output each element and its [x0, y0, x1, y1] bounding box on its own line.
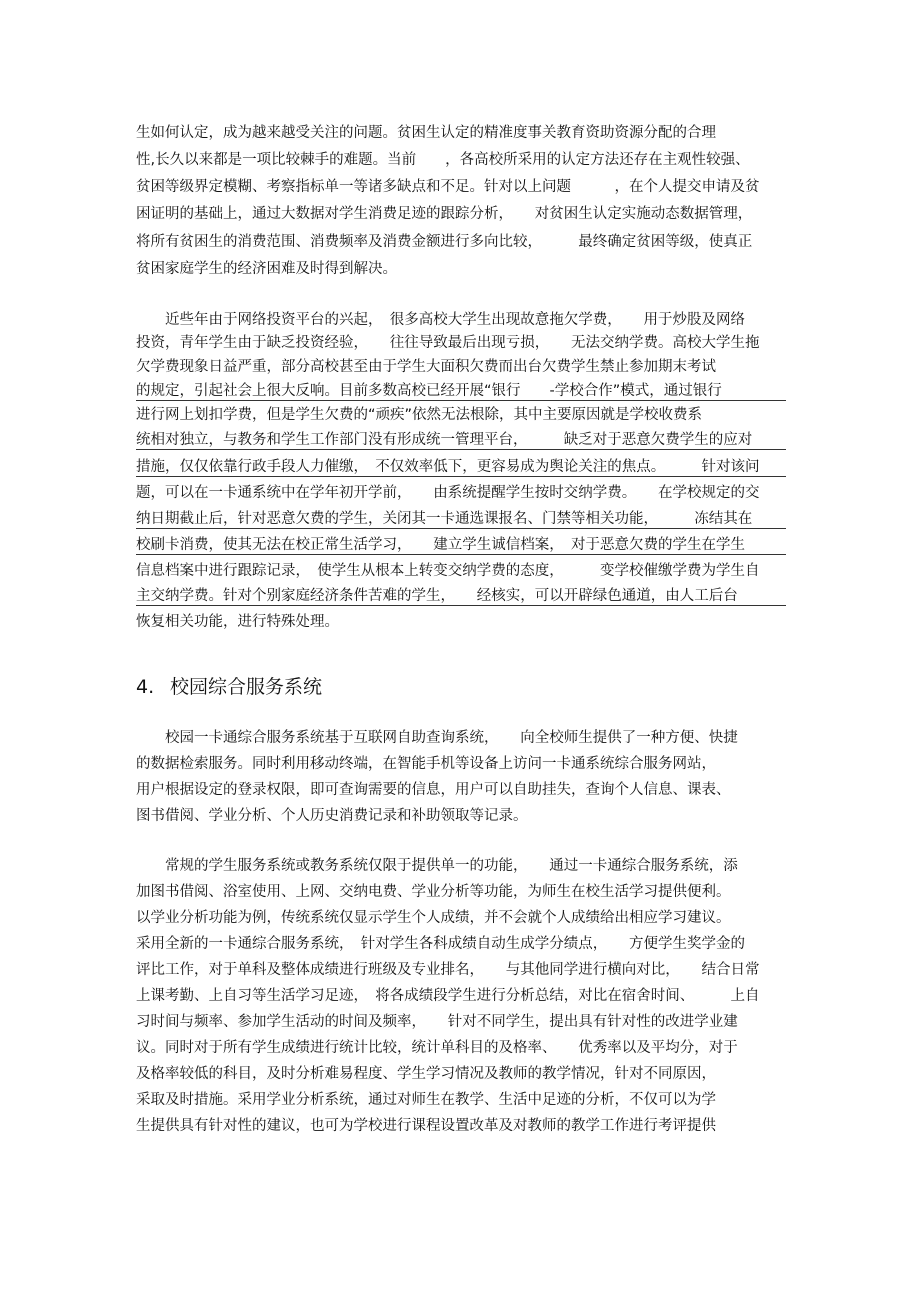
text-line: 贫困等级界定模糊、考察指标单一等诸多缺点和不足。针对以上问题 ，在个人提交申请及贫: [136, 179, 760, 195]
text-line: 以学业分析功能为例，传统系统仅显示学生个人成绩，并不会就个人成绩给出相应学习建议。: [136, 910, 731, 926]
text-line: 近些年由于网络投资平台的兴起， 很多高校大学生出现故意拖欠学费， 用于炒股及网络: [136, 312, 745, 328]
text-line: 将所有贫困生的消费范围、消费频率及消费金额进行多向比较， 最终确定贫困等级，使真正: [136, 234, 753, 250]
text-line: 评比工作，对于单科及整体成绩进行班级及专业排名， 与其他同学进行横向对比， 结合日常: [136, 962, 760, 978]
text-line: 习时间与频率、参加学生活动的时间及频率， 针对不同学生，提出具有针对性的改进学业建: [136, 1014, 738, 1030]
text-line: 性,长久以来都是一项比较棘手的难题。当前 ，各高校所采用的认定方法还存在主观性较强、: [136, 152, 750, 168]
text-line: 贫困家庭学生的经济困难及时得到解决。: [136, 261, 397, 277]
text-line: 进行网上划扣学费，但是学生欠费的“顽疾”依然无法根除，其中主要原因就是学校收费系: [136, 407, 703, 423]
text-line: 议。同时对于所有学生成绩进行统计比较，统计单科目的及格率、 优秀率以及平均分，对于: [136, 1040, 738, 1056]
text-line: 欠学费现象日益严重，部分高校甚至由于学生大面积欠费而出台欠费学生禁止参加期末考试: [136, 359, 716, 375]
text-line: 主交纳学费。针对个别家庭经济条件苦难的学生， 经核实，可以开辟绿色通道，由人工后台: [136, 587, 786, 606]
section-title: 校园综合服务系统: [170, 676, 323, 698]
text-line: 投资，青年学生由于缺乏投资经验， 往往导致最后出现亏损， 无法交纳学费。高校大学生拖: [136, 335, 760, 351]
text-line: 采用全新的一卡通综合服务系统， 针对学生各科成绩自动生成学分绩点， 方便学生奖学金的: [136, 936, 745, 952]
text-line: 纳日期截止后，针对恶意欠费的学生，关闭其一卡通选课报名、门禁等相关功能， 冻结其在: [136, 510, 786, 529]
text-line: 统相对独立，与教务和学生工作部门没有形成统一管理平台， 缺乏对于恶意欠费学生的应对: [136, 431, 786, 450]
text-line: 困证明的基础上，通过大数据对学生消费足迹的跟踪分析， 对贫困生认定实施动态数据管理，: [136, 206, 753, 222]
text-line: 恢复相关功能，进行特殊处理。: [136, 614, 339, 630]
text-line: 及格率较低的科目，及时分析难易程度、学生学习情况及教师的教学情况，针对不同原因，: [136, 1066, 716, 1082]
text-line: 加图书借阅、浴室使用、上网、交纳电费、学业分析等功能，为师生在校生活学习提供便利。: [136, 884, 731, 900]
text-line: 采取及时措施。采用学业分析系统，通过对师生在教学、生活中足迹的分析，不仅可以为学: [136, 1092, 716, 1108]
section-heading: [136, 675, 322, 699]
text-line: 信息档案中进行跟踪记录， 使学生从根本上转变交纳学费的态度， 变学校催缴学费为学生自: [136, 563, 760, 579]
text-line: 图书借阅、学业分析、个人历史消费记录和补助领取等记录。: [136, 808, 528, 824]
text-line: 措施，仅仅依靠行政手段人力催缴， 不仅效率低下，更容易成为舆论关注的焦点。 针对该问: [136, 458, 786, 477]
text-line: 校刷卡消费，使其无法在校正常生活学习， 建立学生诚信档案， 对于恶意欠费的学生在学生: [136, 536, 786, 555]
text-line: 常规的学生服务系统或教务系统仅限于提供单一的功能， 通过一卡通综合服务系统，添: [136, 858, 738, 874]
text-line: 的数据检索服务。同时利用移动终端，在智能手机等设备上访问一卡通系统综合服务网站，: [136, 756, 716, 772]
text-line: 生如何认定，成为越来越受关注的问题。贫困生认定的精准度事关教育资助资源分配的合理: [136, 125, 716, 141]
text-line: 的规定，引起社会上很大反响。目前多数高校已经开展“银行 -学校合作”模式，通过银行: [136, 382, 786, 401]
text-line: 校园一卡通综合服务系统基于互联网自助查询系统， 向全校师生提供了一种方便、快捷: [136, 730, 738, 746]
text-line: 生提供具有针对性的建议，也可为学校进行课程设置改革及对教师的教学工作进行考评提供: [136, 1118, 716, 1134]
text-line: 用户根据设定的登录权限，即可查询需要的信息，用户可以自助挂失，查询个人信息、课表、: [136, 782, 731, 798]
text-line: 上课考勤、上自习等生活学习足迹， 将各成绩段学生进行分析总结，对比在宿舍时间、 上自: [136, 988, 760, 1004]
text-line: 题，可以在一卡通系统中在学年初开学前， 由系统提醒学生按时交纳学费。 在学校规定的交: [136, 485, 760, 501]
section-number: 4.: [136, 676, 155, 698]
